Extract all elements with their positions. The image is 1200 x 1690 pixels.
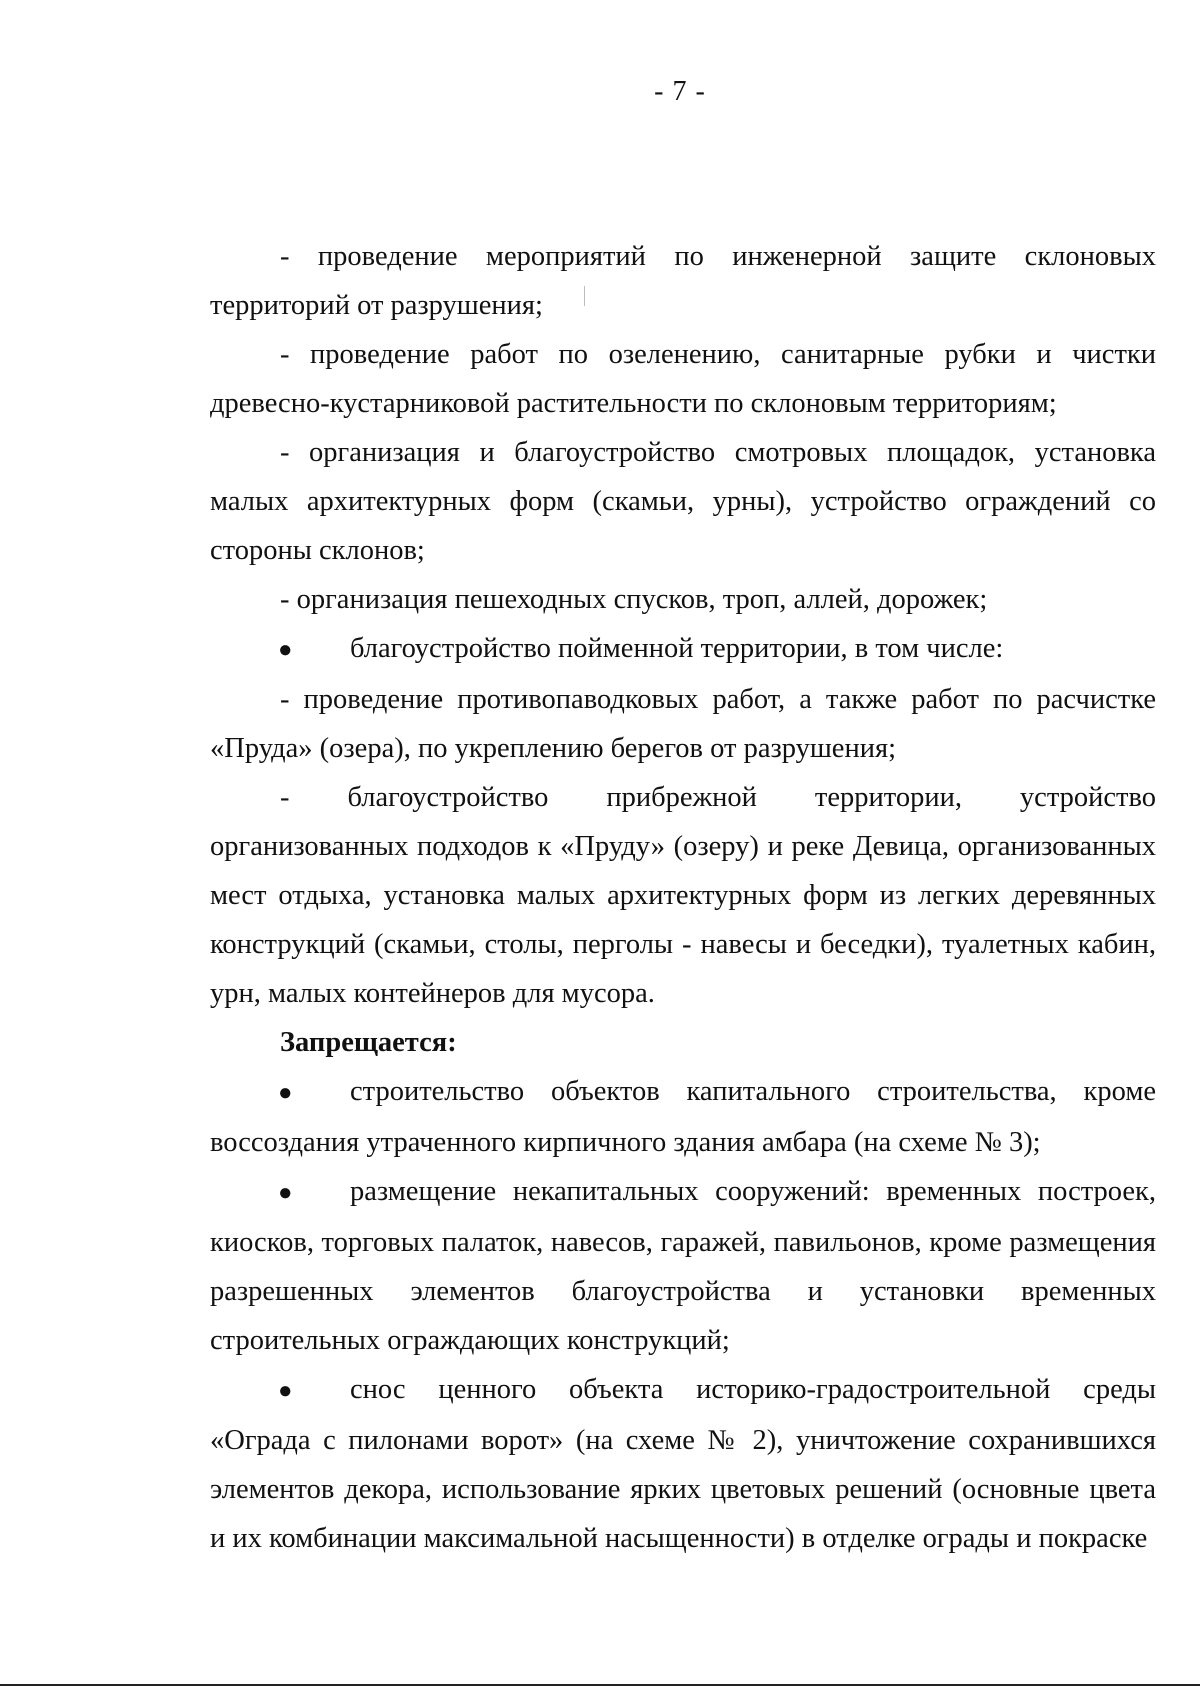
bullet-text: благоустройство пойменной территории, в том числе:: [350, 633, 1004, 664]
bullet-marker-icon: ●: [278, 1180, 293, 1206]
bullet-marker-icon: ●: [278, 637, 293, 663]
paragraph-viewing-platforms: - организация и благоустройство смотровых площадок, установка малых архитектурных форм (скамьи, урны), устройство ограждений со стороны склонов;: [210, 437, 1156, 566]
bullet-marker-icon: ●: [278, 1378, 293, 1404]
bullet-capital-construction: [210, 1067, 1156, 1167]
paragraph-slope-protection: - проведение мероприятий по инженерной защите склоновых территорий от разрушения;: [210, 241, 1156, 321]
paragraph-coastal-improvement: - благоустройство прибрежной территории, устройство организованных подходов к «Пруду» (озеру) и реке Девица, организованных мест отдыха, установка малых архитектурных форм из легких деревянных конструкций (скамьи, столы, перголы - навесы и беседки), туалетных кабин, урн, малых контейнеров для мусора.: [210, 782, 1156, 1009]
paragraph-landscaping: - проведение работ по озеленению, санитарные рубки и чистки древесно-кустарниковой растительности по склоновым территориям;: [210, 339, 1156, 419]
document-body: [210, 232, 1156, 1563]
page-bottom-edge: [0, 1684, 1200, 1686]
paragraph-flood-works: - проведение противопаводковых работ, а также работ по расчистке «Пруда» (озера), по укреплению берегов от разрушения;: [210, 684, 1156, 764]
bullet-text: размещение некапитальных сооружений: временных построек, киосков, торговых палаток, навесов, гаражей, павильонов, кроме размещения разрешенных элементов благоустройства и установки временных строительных ограждающих конструкций;: [210, 1176, 1156, 1356]
page-number: - 7 -: [654, 76, 706, 107]
paragraph-pedestrian-paths: - организация пешеходных спусков, троп, аллей, дорожек;: [280, 584, 988, 615]
bullet-fence-demolition: [210, 1365, 1156, 1563]
scan-artifact: [584, 286, 585, 306]
bullet-text: строительство объектов капитального строительства, кроме воссоздания утраченного кирпичного здания амбара (на схеме № 3);: [210, 1076, 1156, 1158]
bullet-temporary-structures: [210, 1167, 1156, 1365]
section-heading-prohibited: Запрещается:: [280, 1027, 457, 1058]
bullet-floodplain: [210, 624, 1156, 675]
bullet-marker-icon: ●: [278, 1080, 293, 1106]
bullet-text: снос ценного объекта историко-градостроительной среды «Ограда с пилонами ворот» (на схеме № 2), уничтожение сохранившихся элементов декора, использование ярких цветовых решений (основные цвета и их комбинации максимальной насыщенности) в отделке ограды и покраске: [210, 1374, 1156, 1554]
